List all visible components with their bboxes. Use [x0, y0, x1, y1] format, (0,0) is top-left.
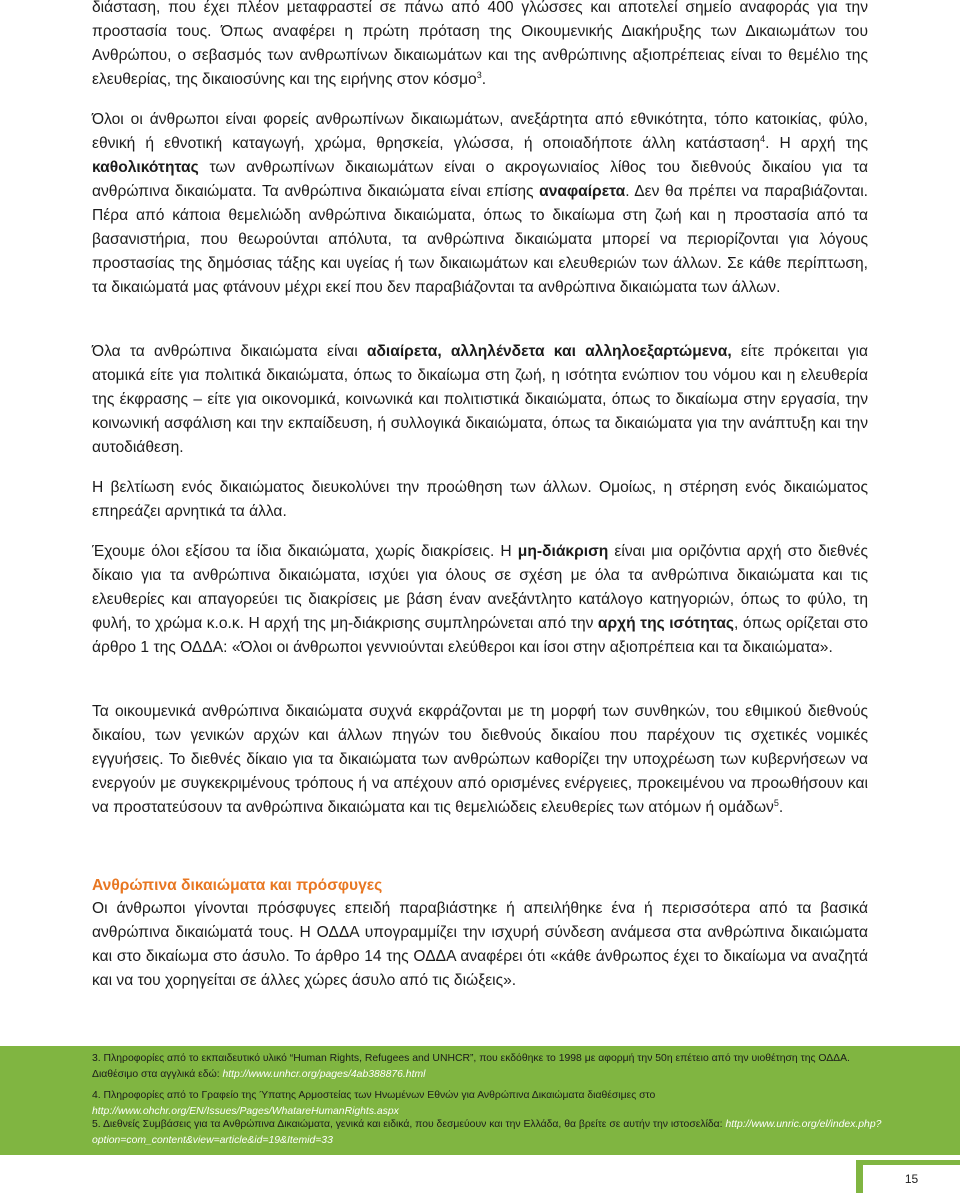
- footnote-5-link[interactable]: http://www.unric.org/el/index.php?option=com_content&view=article&id=19&Itemid=33: [92, 1119, 882, 1146]
- footnote-ref-4[interactable]: 4: [760, 133, 766, 144]
- paragraph-6: Τα οικουμενικά ανθρώπινα δικαιώματα συχνά εκφράζονται με τη μορφή των συνθηκών, του εθιμικού διεθνούς δικαίου, των γενικών αρχών και άλλων πηγών του διεθνούς δικαίου που παρέχουν τις σχετικές νομικές εγγυήσεις. Το διεθνές δίκαιο για τα δικαιώματα των ανθρώπων καθορίζει την υποχρέωση των κυβερνήσεων να ενεργούν με συγκεκριμένους τρόπους ή να απέχουν από ορισμένες ενέργειες, προκειμένου να προωθήσουν και να προστατεύσουν τα ανθρώπινα δικαιώματα και τις θεμελιώδεις ελευθερίες των ατόμων ή ομάδων$^5$.: [92, 703, 868, 816]
- paragraph-3: Όλα τα ανθρώπινα δικαιώματα είναι αδιαίρετα, αλληλένδετα και αλληλοεξαρτώμενα, είτε πρόκειται για ατομικά είτε για πολιτικά δικαιώματα, όπως το δικαίωμα στη ζωή, η ισότητα ενώπιον του νόμου και η ελευθερία της έκφρασης – είτε για οικονομικά, κοινωνικά και πολιτιστικά δικαιώματα, όπως το δικαίωμα στην εργασία, την κοινωνική ασφάλιση και την εκπαίδευση, ή συλλογικά δικαιώματα, όπως τα δικαιώματα για την ανάπτυξη και την αυτοδιάθεση.: [92, 343, 868, 456]
- page-number-box: [856, 1160, 960, 1193]
- paragraph-1: διάσταση, που έχει πλέον μεταφραστεί σε πάνω από 400 γλώσσες και αποτελεί σημείο αναφοράς για την προστασία τους. Όπως αναφέρει η πρώτη πρόταση της Οικουμενικής Διακήρυξης των Δικαιωμάτων του Ανθρώπου, ο σεβασμός των ανθρωπίνων δικαιωμάτων και της ανθρώπινης αξιοπρέπειας είναι το θεμέλιο της ελευθερίας, της δικαιοσύνης και της ειρήνης στον κόσμο$^3$.: [92, 0, 868, 88]
- bold-inalienable: αναφαίρετα: [539, 183, 626, 200]
- footnote-ref-3[interactable]: 3: [476, 69, 482, 80]
- footnote-4: 4. Πληροφορίες από το Γραφείο της Ύπατης Αρμοστείας των Ηνωμένων Εθνών για Ανθρώπινα Δικαιώματα διαθέσιμες στο http://www.ohchr.org/EN/Issues/Pages/WhatareHumanRights.aspx: [92, 1090, 656, 1117]
- page-number: 15: [904, 1172, 919, 1186]
- paragraph-4: Η βελτίωση ενός δικαιώματος διευκολύνει την προώθηση των άλλων. Ομοίως, η στέρηση ενός δικαιώματος επηρεάζει αρνητικά τα άλλα.: [92, 479, 868, 520]
- paragraph-7: Οι άνθρωποι γίνονται πρόσφυγες επειδή παραβιάστηκε ή απειλήθηκε ένα ή περισσότερα από τα βασικά ανθρώπινα δικαιώματά τους. Η ΟΔΔΑ υπογραμμίζει την ισχυρή σύνδεση ανάμεσα στα ανθρώπινα δικαιώματα και στο δικαίωμα στο άσυλο. Το άρθρο 14 της ΟΔΔΑ αναφέρει ότι «κάθε άνθρωπος έχει το δικαίωμα να αναζητά και να του χορηγείται σε άλλες χώρες άσυλο από τις διώξεις».: [92, 900, 868, 989]
- bold-universality: καθολικότητας: [92, 159, 199, 176]
- footnote-3: 3. Πληροφορίες από το εκπαιδευτικό υλικό “Human Rights, Refugees and UNHCR”, που εκδόθηκε το 1998 με αφορμή την 50η επέτειο από την υιοθέτηση της ΟΔΔΑ. Διαθέσιμο στα αγγλικά εδώ: http://www.unhcr.org/pages/4ab388876.html: [92, 1053, 850, 1080]
- paragraph-5: Έχουμε όλοι εξίσου τα ίδια δικαιώματα, χωρίς διακρίσεις. Η μη-διάκριση είναι μια οριζόντια αρχή στο διεθνές δίκαιο για τα ανθρώπινα δικαιώματα, ισχύει για όλους σε σχέση με όλα τα ανθρώπινα δικαιώματα και τις ελευθερίες και απαγορεύει τις διακρίσεις με βάση έναν ανεξάντλητο κατάλογο κατηγοριών, όπως το φύλο, τη φυλή, το χρώμα κ.ο.κ. Η αρχή της μη-διάκρισης συμπληρώνεται από την αρχή της ισότητας, όπως ορίζεται στο άρθρο 1 της ΟΔΔΑ: «Όλοι οι άνθρωποι γεννιούνται ελεύθεροι και ίσοι στην αξιοπρέπεια και τα δικαιώματα».: [92, 543, 868, 656]
- footnote-3-link[interactable]: http://www.unhcr.org/pages/4ab388876.html: [222, 1069, 426, 1080]
- bold-non-discrimination: μη-διάκριση: [517, 543, 609, 560]
- bold-indivisible: αδιαίρετα, αλληλένδετα και αλληλοεξαρτώμενα,: [366, 343, 732, 360]
- footnote-4-link[interactable]: http://www.ohchr.org/EN/Issues/Pages/WhatareHumanRights.aspx: [92, 1106, 399, 1117]
- page-number-inner: [863, 1165, 960, 1193]
- footnotes-band: [0, 1046, 960, 1155]
- footnote-5: 5. Διεθνείς Συμβάσεις για τα Ανθρώπινα Δικαιώματα, γενικά και ειδικά, που δεσμεύουν και την Ελλάδα, θα βρείτε σε αυτήν την ιστοσελίδα: http://www.unric.org/el/index.php?option=com_content&view=article&id=19&Itemid=33: [92, 1119, 882, 1146]
- footnote-ref-5[interactable]: 5: [773, 797, 779, 808]
- section-heading-refugees: Ανθρώπινα δικαιώματα και πρόσφυγες: [92, 877, 383, 894]
- paragraph-2: Όλοι οι άνθρωποι είναι φορείς ανθρωπίνων δικαιωμάτων, ανεξάρτητα από εθνικότητα, τόπο κατοικίας, φύλο, εθνική ή εθνοτική καταγωγή, χρώμα, θρησκεία, γλώσσα, ή οποιαδήποτε άλλη κατάσταση$^4$. Η αρχή της καθολικότητας των ανθρωπίνων δικαιωμάτων είναι ο ακρογωνιαίος λίθος του διεθνούς δικαίου για τα ανθρώπινα δικαιώματα. Τα ανθρώπινα δικαιώματα είναι επίσης αναφαίρετα. Δεν θα πρέπει να παραβιάζονται. Πέρα από κάποια θεμελιώδη ανθρώπινα δικαιώματα, όπως το δικαίωμα στη ζωή και η προστασία από τα βασανιστήρια, που θεωρούνται απόλυτα, τα ανθρώπινα δικαιώματα μπορεί να περιορίζονται για λόγους προστασίας της δημόσιας τάξης και υγείας ή των δικαιωμάτων και ελευθεριών των άλλων. Σε κάθε περίπτωση, τα δικαιώματά μας φτάνουν μέχρι εκεί που δεν παραβιάζονται τα ανθρώπινα δικαιώματα των άλλων.: [92, 111, 868, 296]
- bold-equality-principle: αρχή της ισότητας: [597, 615, 735, 632]
